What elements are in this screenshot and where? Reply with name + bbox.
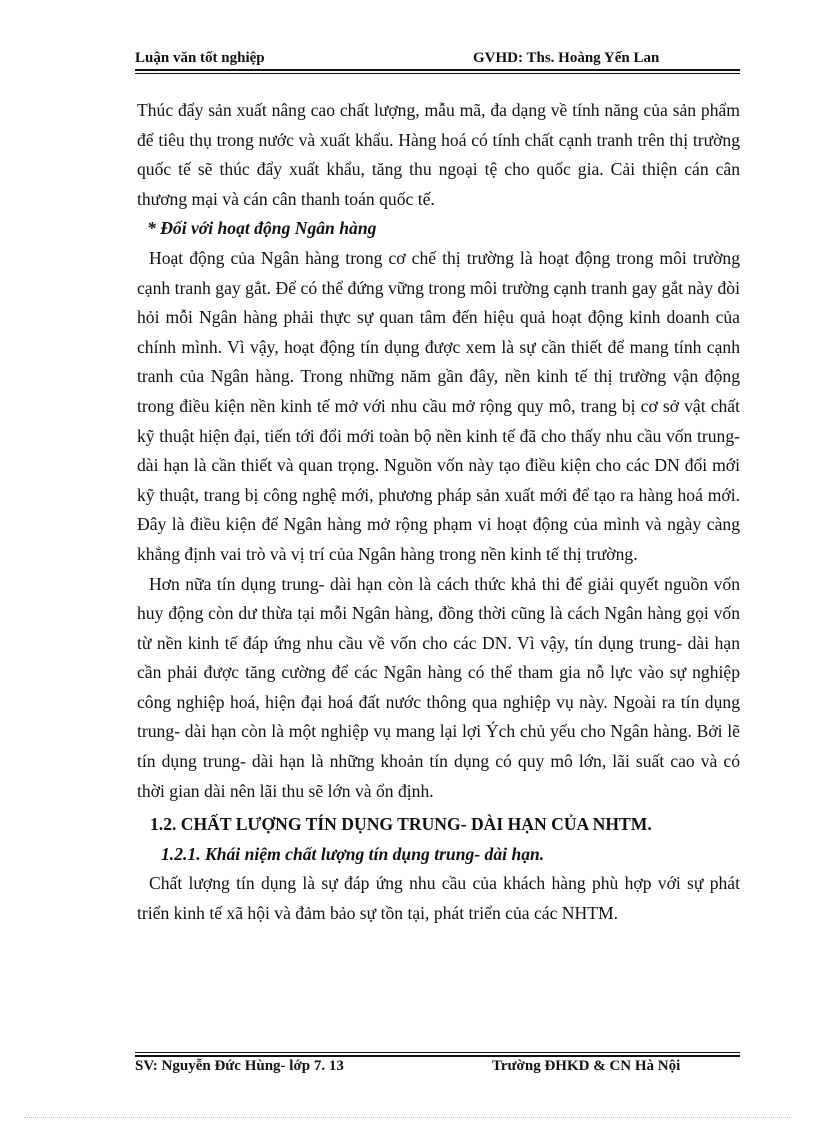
page-header — [135, 50, 740, 70]
section-heading: 1.2. CHẤT LƯỢNG TÍN DỤNG TRUNG- DÀI HẠN CỦA NHTM. — [150, 814, 652, 835]
page-edge-divider — [24, 1117, 792, 1118]
footer-rule-thin — [135, 1052, 740, 1053]
footer-university: Trường ĐHKD & CN Hà Nội — [492, 1058, 681, 1074]
header-thesis-label: Luận văn tốt nghiệp — [135, 50, 265, 66]
footer-rule — [135, 1055, 740, 1057]
subsection-heading: 1.2.1. Khái niệm chất lượng tín dụng trung- dài hạn. — [161, 843, 545, 864]
page-footer — [135, 1058, 740, 1078]
header-advisor: GVHD: Ths. Hoàng Yến Lan — [473, 50, 660, 66]
header-rule — [135, 69, 740, 71]
subheading-bank-activity: * Đối với hoạt động Ngân hàng — [147, 218, 377, 239]
paragraph-1: Thúc đẩy sản xuất nâng cao chất lượng, mẫu mã, đa dạng về tính năng của sản phẩm để tiêu thụ trong nước và xuất khẩu. Hàng hoá có tính chất cạnh tranh trên thị trường quốc tế sẽ thúc đẩy xuất khẩu, tăng thu ngoại tệ cho quốc gia. Cải thiện cán cân thương mại và cán cân thanh toán quốc tế. — [137, 100, 740, 209]
document-body — [137, 96, 740, 929]
paragraph-4: Chất lượng tín dụng là sự đáp ứng nhu cầu của khách hàng phù hợp với sự phát triển kinh tế xã hội và đảm bảo sự tồn tại, phát triển của các NHTM. — [137, 873, 740, 924]
paragraph-3: Hơn nữa tín dụng trung- dài hạn còn là cách thức khả thi để giải quyết nguồn vốn huy động còn dư thừa tại mỗi Ngân hàng, đồng thời cũng là cách Ngân hàng gọi vốn từ nền kinh tế đáp ứng nhu cầu về vốn cho các DN. Vì vậy, tín dụng trung- dài hạn cần phải được tăng cường để các Ngân hàng có thể tham gia nỗ lực vào sự nghiệp công nghiệp hoá, hiện đại hoá đất nước thông qua nghiệp vụ này. Ngoài ra tín dụng trung- dài hạn còn là một nghiệp vụ mang lại lợi Ých chủ yếu cho Ngân hàng. Bởi lẽ tín dụng trung- dài hạn là những khoản tín dụng có quy mô lớn, lãi suất cao và có thời gian dài nên lãi thu sẽ lớn và ổn định. — [137, 573, 740, 801]
paragraph-2: Hoạt động của Ngân hàng trong cơ chế thị trường là hoạt động trong môi trường cạnh tranh gay gắt. Để có thể đứng vững trong môi trường cạnh tranh gay gắt này đòi hỏi mỗi Ngân hàng phải thực sự quan tâm đến hiệu quả hoạt động kinh doanh của chính mình. Vì vậy, hoạt động tín dụng được xem là sự cần thiết để mang tính cạnh tranh của Ngân hàng. Trong những năm gần đây, nền kinh tế thị trường vận động trong điều kiện nền kinh tế mở với nhu cầu mở rộng quy mô, trang bị cơ sở vật chất kỹ thuật hiện đại, tiến tới đổi mới toàn bộ nền kinh tế đã cho thấy nhu cầu vốn trung- dài hạn là cần thiết và quan trọng. Nguồn vốn này tạo điều kiện cho các DN đổi mới kỹ thuật, trang bị công nghệ mới, phương pháp sản xuất mới để tạo ra hàng hoá mới. Đây là điều kiện để Ngân hàng mở rộng phạm vi hoạt động của mình và ngày càng khẳng định vai trò và vị trí của Ngân hàng trong nền kinh tế thị trường. — [137, 247, 740, 564]
footer-student: SV: Nguyễn Đức Hùng- lớp 7. 13 — [135, 1058, 344, 1074]
header-rule-thin — [135, 73, 740, 74]
